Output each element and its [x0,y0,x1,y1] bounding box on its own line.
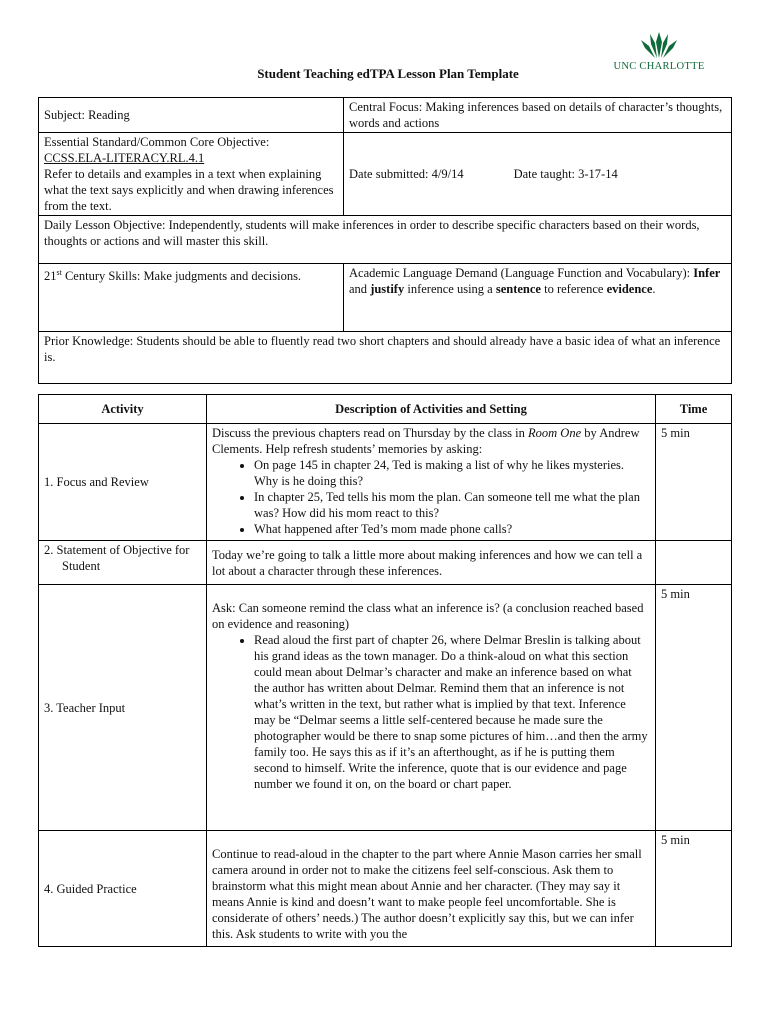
activity-guided-practice: 4. Guided Practice [39,831,207,947]
standard-label: Essential Standard/Common Core Objective: [44,135,270,149]
description-focus-review: Discuss the previous chapters read on Thursday by the class in Room One by Andrew Clements. Help refresh students’ memories by asking: • On page 145 in chapter 24, Ted is making a list of why he likes mysteries. Why is he doing this? • In chapter 25, Ted tells his mom the plan. Can someone tell me what the plan was? How did his mom react to this? • What happened after Ted’s mom made phone calls? [207,424,656,541]
list-item: • In chapter 25, Ted tells his mom the plan. Can someone tell me what the plan was? How did his mom react to this? [254,489,650,521]
list-item: • What happened after Ted’s mom made phone calls? [254,521,650,537]
date-submitted: Date submitted: 4/9/14 [349,167,464,181]
activity-header: Activity [39,395,207,424]
list-item: • Read aloud the first part of chapter 26, where Delmar Breslin is talking about his grand ideas as the town manager. Do a think-aloud on what this section could mean about Delmar’s character and make an inference based on what the author has written about Delmar. Remind them that an inference is not what’s written in the text, but rather what is implied by that text. Inference may be “Delmar seems a little self-centered because he made sure the photographer would be there to snap some pictures of him…and then the army family too. He says this as if it’s an afterthought, as if he is putting them second to himself. Write the inference, quote that is our evidence and page number we found it on, on the board or chart paper. [254,632,650,792]
academic-language-cell: Academic Language Demand (Language Function and Vocabulary): Infer and justify inference using a sentence to reference evidence. [344,264,732,332]
time-header: Time [656,395,732,424]
page-title: Student Teaching edTPA Lesson Plan Template [257,66,519,81]
activity-teacher-input: 3. Teacher Input [39,585,207,831]
dates-cell [344,133,732,216]
daily-objective-cell: Daily Lesson Objective: Independently, students will make inferences in order to describe specific characters based on their words, thoughts or actions and will master this skill. [39,216,732,264]
date-taught: Date taught: 3-17-14 [513,167,618,181]
lesson-info-table [38,97,732,384]
time-focus-review: 5 min [656,424,732,541]
list-item: • On page 145 in chapter 24, Ted is making a list of why he likes mysteries. Why is he doing this? [254,457,650,489]
prior-knowledge-cell: Prior Knowledge: Students should be able to fluently read two short chapters and should already have a basic idea of what an inference is. [39,332,732,384]
subject-cell: Subject: Reading [39,98,344,133]
standard-code-link[interactable]: CCSS.ELA-LITERACY.RL.4.1 [44,151,205,165]
description-teacher-input: Ask: Can someone remind the class what an inference is? (a conclusion reached based on evidence and reasoning) • Read aloud the first part of chapter 26, where Delmar Breslin is talking about his grand ideas as the town manager. Do a think-aloud on what this section could mean about Delmar’s character and make an inference based on what the author has written about Delmar. Remind them that an inference is not what’s written in the text, but rather what is implied by that text. Inference may be “Delmar seems a little self-centered because he made sure the photographer would be there to snap some pictures of him…and then the army family too. He says this as if it’s an afterthought, as if he is putting them second to himself. Write the inference, quote that is our evidence and page number we found it on, on the board or chart paper. [207,585,656,831]
activities-table [38,394,732,947]
description-guided-practice: Continue to read-aloud in the chapter to the part where Annie Mason carries her small camera around in order not to make the citizens feel self-conscious. Ask them to brainstorm what this might mean about Annie and her character. (They may say it means Annie is kind and doesn’t want to make people feel uncomfortable. She is considerate of others’ needs.) The author doesn’t explicitly say this, but we can infer this. Ask students to write with you the [207,831,656,947]
time-teacher-input: 5 min [656,585,732,831]
standard-text: Refer to details and examples in a text when explaining what the text says explicitly and when drawing inferences from the text. [44,167,334,213]
time-guided-practice: 5 min [656,831,732,947]
description-statement-objective: Today we’re going to talk a little more about making inferences and how we can tell a lot about a character through these inferences. [207,541,656,585]
logo-text: UNC CHARLOTTE [613,61,705,72]
activity-statement-objective: 2. Statement of Objective for Student [39,541,207,585]
century-skills-cell: 21st Century Skills: Make judgments and decisions. [39,264,344,332]
time-statement-objective [656,541,732,585]
description-header: Description of Activities and Setting [207,395,656,424]
standard-cell [39,133,344,216]
unc-charlotte-crown-icon [636,30,682,60]
central-focus-cell: Central Focus: Making inferences based on details of character’s thoughts, words and actions [344,98,732,133]
activity-focus-review: 1. Focus and Review [39,424,207,541]
